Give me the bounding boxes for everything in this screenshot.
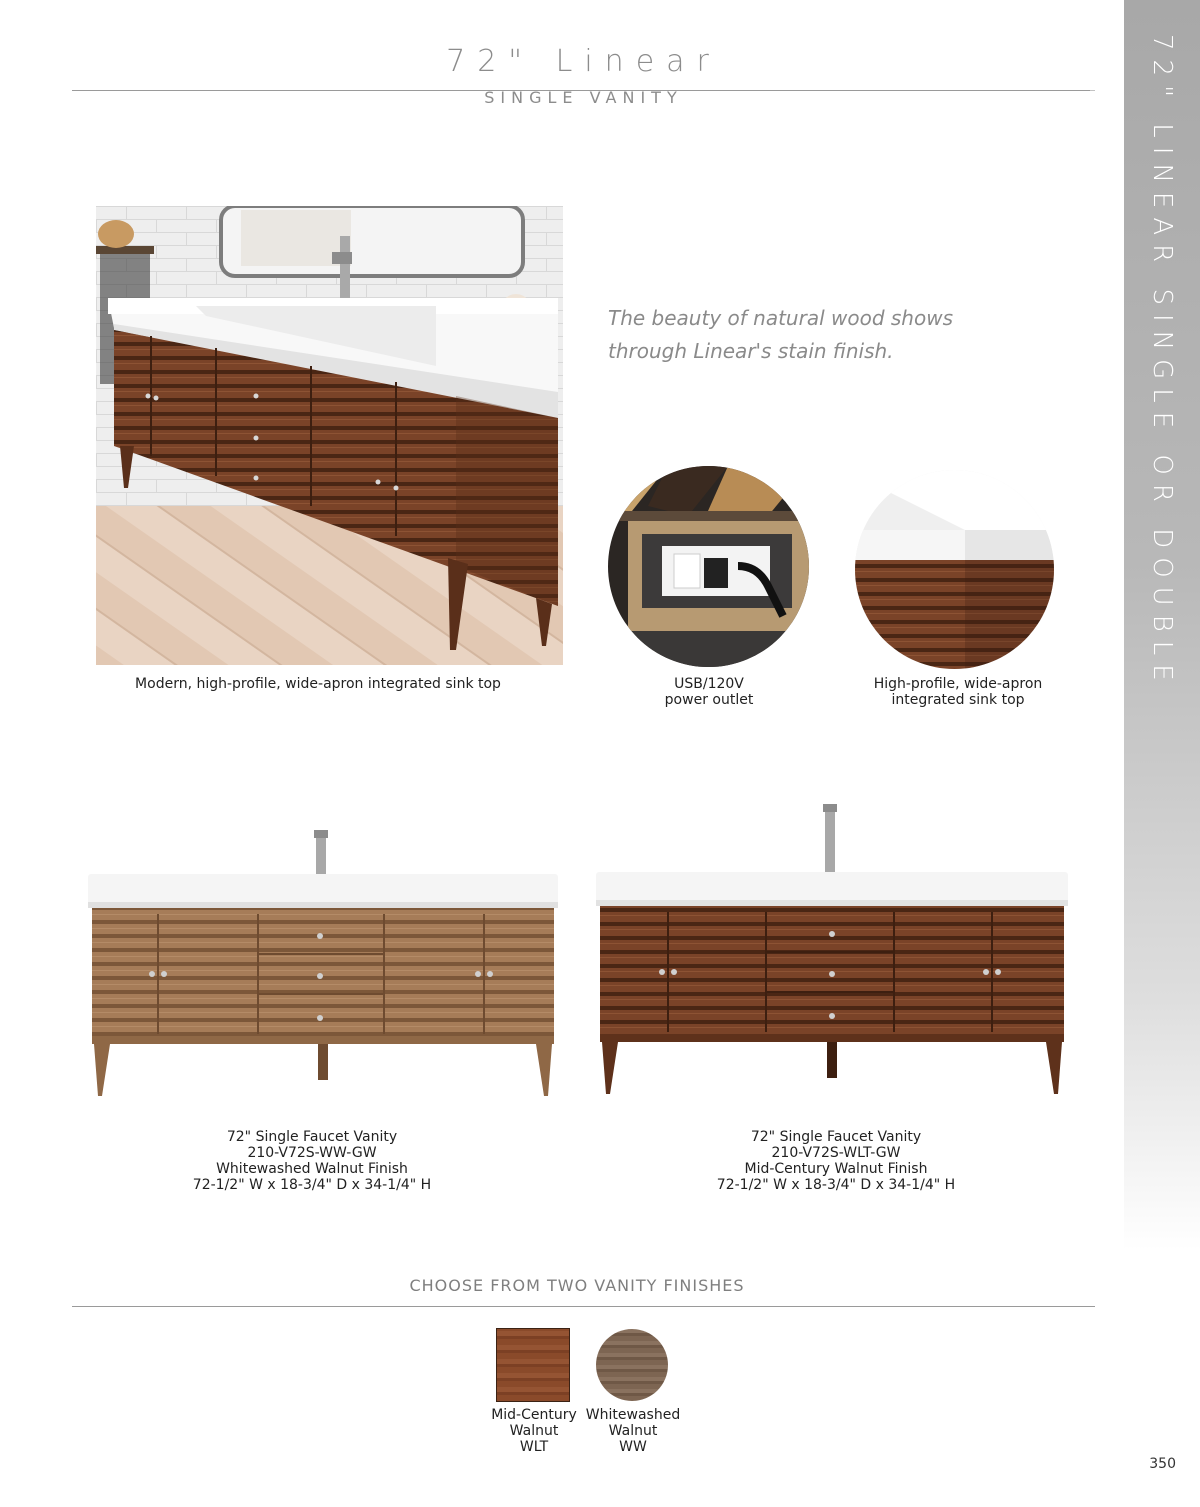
page-number: 350 bbox=[1149, 1456, 1176, 1472]
hero-caption: Modern, high-profile, wide-apron integrated sink top bbox=[135, 676, 501, 692]
sink-caption-line-2: integrated sink top bbox=[891, 692, 1025, 708]
product-caption-wlt bbox=[700, 1129, 972, 1193]
product-finish: Whitewashed Walnut Finish bbox=[216, 1161, 408, 1177]
page-title: 72" Linear bbox=[446, 44, 721, 79]
product-sku: 210-V72S-WW-GW bbox=[247, 1145, 377, 1161]
product-image-mid-century-walnut bbox=[596, 800, 1068, 1098]
quote-line-2: through Linear's stain finish. bbox=[608, 339, 894, 363]
product-finish: Mid-Century Walnut Finish bbox=[744, 1161, 928, 1177]
sink-caption-line-1: High-profile, wide-apron bbox=[873, 676, 1043, 692]
usb-outlet-detail-photo bbox=[608, 466, 809, 667]
product-dimensions: 72-1/2" W x 18-3/4" D x 34-1/4" H bbox=[716, 1177, 956, 1193]
usb-caption-line-1: USB/120V bbox=[674, 676, 744, 692]
finish-name-line-1: Mid-Century bbox=[491, 1407, 577, 1423]
hero-photo bbox=[96, 206, 563, 665]
finish-label-wlt bbox=[490, 1407, 578, 1455]
finishes-heading: CHOOSE FROM TWO VANITY FINISHES bbox=[409, 1276, 745, 1295]
product-name: 72" Single Faucet Vanity bbox=[750, 1129, 922, 1145]
finish-name-line-2: Walnut bbox=[608, 1423, 658, 1439]
finishes-divider bbox=[72, 1306, 1095, 1307]
finish-swatch-wlt bbox=[497, 1329, 569, 1401]
finish-name-line-2: Walnut bbox=[509, 1423, 559, 1439]
product-name: 72" Single Faucet Vanity bbox=[226, 1129, 398, 1145]
page-subtitle: SINGLE VANITY bbox=[484, 88, 683, 107]
product-dimensions: 72-1/2" W x 18-3/4" D x 34-1/4" H bbox=[192, 1177, 432, 1193]
feature-quote bbox=[608, 302, 1008, 368]
product-sku: 210-V72S-WLT-GW bbox=[771, 1145, 901, 1161]
product-image-whitewashed-walnut bbox=[88, 826, 558, 1098]
finish-code: WW bbox=[619, 1439, 647, 1455]
finish-swatch-ww bbox=[596, 1329, 668, 1401]
sink-top-detail-photo bbox=[855, 470, 1054, 669]
usb-caption-line-2: power outlet bbox=[664, 692, 754, 708]
sink-top-caption bbox=[858, 676, 1058, 708]
quote-line-1: The beauty of natural wood shows bbox=[608, 306, 953, 330]
finish-code: WLT bbox=[519, 1439, 549, 1455]
finish-label-ww bbox=[576, 1407, 690, 1455]
product-caption-ww bbox=[170, 1129, 454, 1193]
finish-name-line-1: Whitewashed bbox=[585, 1407, 681, 1423]
usb-outlet-caption bbox=[620, 676, 798, 708]
side-tab-label: 72" LINEAR SINGLE OR DOUBLE VANITY bbox=[1083, 34, 1177, 690]
